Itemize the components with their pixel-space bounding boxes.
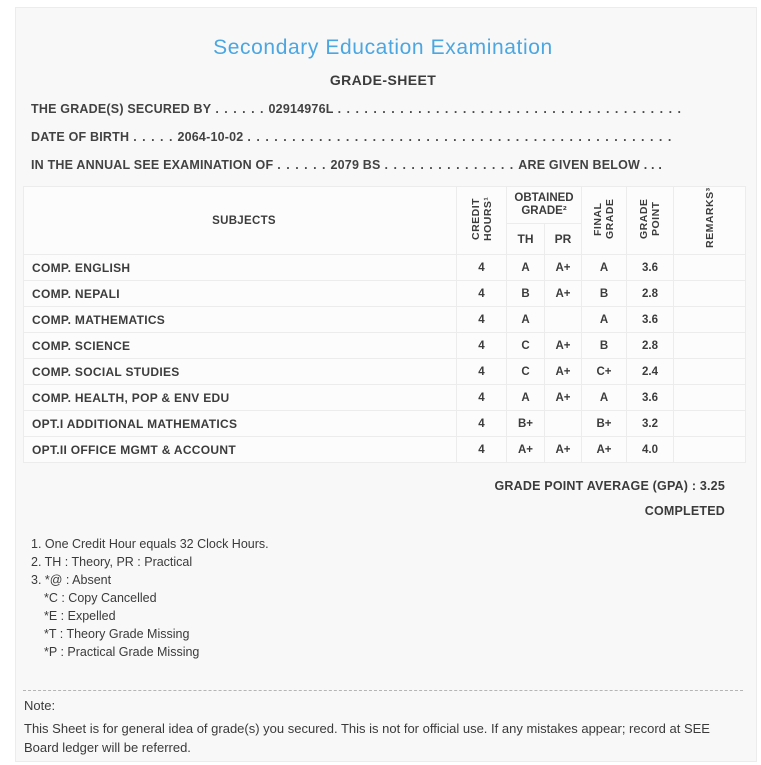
cell-final-grade: A+ [582, 437, 627, 463]
dot-leader: . . . . . . . . . . . . . . . [384, 158, 515, 172]
table-row [24, 359, 746, 385]
exam-year-value: 2079 BS [330, 158, 381, 172]
table-row [24, 255, 746, 281]
cell-remarks [674, 437, 746, 463]
col-header-grade-point [627, 187, 674, 255]
footnote-item: 2. TH : Theory, PR : Practical [31, 555, 193, 569]
cell-credit: 4 [457, 307, 507, 333]
cell-th-grade: A [507, 385, 545, 411]
cell-remarks [674, 359, 746, 385]
cell-credit: 4 [457, 333, 507, 359]
cell-th-grade: A [507, 307, 545, 333]
cell-th-grade: B [507, 281, 545, 307]
cell-pr-grade [545, 411, 582, 437]
col-header-credit-hours [457, 187, 507, 255]
cell-pr-grade: A+ [545, 359, 582, 385]
cell-pr-grade: A+ [545, 281, 582, 307]
dot-leader: . . . . . . [277, 158, 327, 172]
cell-grade-point: 3.6 [627, 307, 674, 333]
cell-th-grade: C [507, 359, 545, 385]
cell-remarks [674, 385, 746, 411]
cell-subject: COMP. ENGLISH [24, 255, 457, 281]
cell-remarks [674, 333, 746, 359]
cell-th-grade: C [507, 333, 545, 359]
cell-subject: COMP. HEALTH, POP & ENV EDU [24, 385, 457, 411]
grade-sheet-card [15, 7, 757, 762]
table-row [24, 437, 746, 463]
info-line-date-of-birth [31, 130, 743, 145]
footnotes [23, 535, 743, 661]
col-header-th: TH [507, 224, 545, 255]
cell-pr-grade: A+ [545, 437, 582, 463]
footnote-item: 3. *@ : Absent [31, 573, 112, 587]
cell-grade-point: 3.2 [627, 411, 674, 437]
gpa-summary: GRADE POINT AVERAGE (GPA) : 3.25 [494, 479, 725, 493]
cell-subject: COMP. NEPALI [24, 281, 457, 307]
note-label: Note: [24, 698, 56, 713]
cell-grade-point: 2.8 [627, 281, 674, 307]
col-header-final-grade [582, 187, 627, 255]
symbol-number-value: 02914976L [268, 102, 334, 116]
col-header-remarks [674, 187, 746, 255]
footnote-sub-item: *C : Copy Cancelled [44, 591, 157, 605]
cell-final-grade: A [582, 385, 627, 411]
cell-subject: COMP. SOCIAL STUDIES [24, 359, 457, 385]
cell-final-grade: B [582, 281, 627, 307]
cell-final-grade: A [582, 307, 627, 333]
page-subtitle: GRADE-SHEET [329, 72, 437, 88]
cell-pr-grade: A+ [545, 385, 582, 411]
info-label: DATE OF BIRTH [31, 130, 130, 144]
info-label: IN THE ANNUAL SEE EXAMINATION OF [31, 158, 274, 172]
footnote-item: 1. One Credit Hour equals 32 Clock Hours. [31, 537, 269, 551]
page-title: Secondary Education Examination [213, 36, 553, 59]
cell-subject: OPT.II OFFICE MGMT & ACCOUNT [24, 437, 457, 463]
footnote-sub-item: *E : Expelled [44, 609, 116, 623]
candidate-info [23, 102, 743, 173]
cell-remarks [674, 411, 746, 437]
col-header-final-grade-label: FINAL GRADE [592, 198, 617, 240]
cell-credit: 4 [457, 359, 507, 385]
info-line-grades-secured-by [31, 102, 743, 117]
col-header-obtained-grade: OBTAINED GRADE² [507, 187, 582, 224]
col-header-subjects: SUBJECTS [24, 187, 457, 255]
cell-th-grade: A+ [507, 437, 545, 463]
dot-leader: . . . . . . . . . . . . . . . . . . . . . . . . . . . . . . . . . . . . . . . [337, 102, 682, 116]
cell-pr-grade [545, 307, 582, 333]
dot-leader: . . . . . . . . . . . . . . . . . . . . . . . . . . . . . . . . . . . . . . . . . . . . . . . . [247, 130, 673, 144]
cell-pr-grade: A+ [545, 255, 582, 281]
col-header-remarks-label: REMARKS³ [703, 187, 716, 248]
completion-status: COMPLETED [644, 504, 725, 518]
col-header-grade-point-label: GRADE POINT [638, 198, 663, 240]
cell-final-grade: C+ [582, 359, 627, 385]
table-row [24, 281, 746, 307]
cell-credit: 4 [457, 385, 507, 411]
footnote-sub-item: *T : Theory Grade Missing [44, 627, 190, 641]
footnote-sub-item: *P : Practical Grade Missing [44, 645, 200, 659]
date-of-birth-value: 2064-10-02 [177, 130, 244, 144]
cell-final-grade: B+ [582, 411, 627, 437]
cell-remarks [674, 255, 746, 281]
cell-grade-point: 3.6 [627, 385, 674, 411]
table-row [24, 307, 746, 333]
table-row [24, 385, 746, 411]
table-row [24, 333, 746, 359]
dot-leader: . . . . . [133, 130, 174, 144]
cell-pr-grade: A+ [545, 333, 582, 359]
cell-grade-point: 2.4 [627, 359, 674, 385]
info-label: THE GRADE(S) SECURED BY [31, 102, 212, 116]
cell-credit: 4 [457, 281, 507, 307]
cell-subject: OPT.I ADDITIONAL MATHEMATICS [24, 411, 457, 437]
cell-subject: COMP. MATHEMATICS [24, 307, 457, 333]
cell-subject: COMP. SCIENCE [24, 333, 457, 359]
cell-grade-point: 3.6 [627, 255, 674, 281]
grade-table [23, 186, 746, 463]
note-section [23, 690, 743, 757]
col-header-pr: PR [545, 224, 582, 255]
info-line-examination-year [31, 158, 743, 173]
cell-final-grade: A [582, 255, 627, 281]
cell-credit: 4 [457, 437, 507, 463]
cell-th-grade: A [507, 255, 545, 281]
table-row [24, 411, 746, 437]
info-suffix: ARE GIVEN BELOW . . . [518, 158, 663, 172]
col-header-credit-hours-label: CREDIT HOURS¹ [469, 196, 494, 242]
cell-grade-point: 2.8 [627, 333, 674, 359]
cell-remarks [674, 307, 746, 333]
cell-th-grade: B+ [507, 411, 545, 437]
cell-credit: 4 [457, 255, 507, 281]
cell-remarks [674, 281, 746, 307]
cell-credit: 4 [457, 411, 507, 437]
note-text: This Sheet is for general idea of grade(s) you secured. This is not for official use. If any mistakes appear; record at SEE Board ledger will be referred. [24, 721, 710, 755]
cell-final-grade: B [582, 333, 627, 359]
cell-grade-point: 4.0 [627, 437, 674, 463]
dot-leader: . . . . . . [215, 102, 265, 116]
